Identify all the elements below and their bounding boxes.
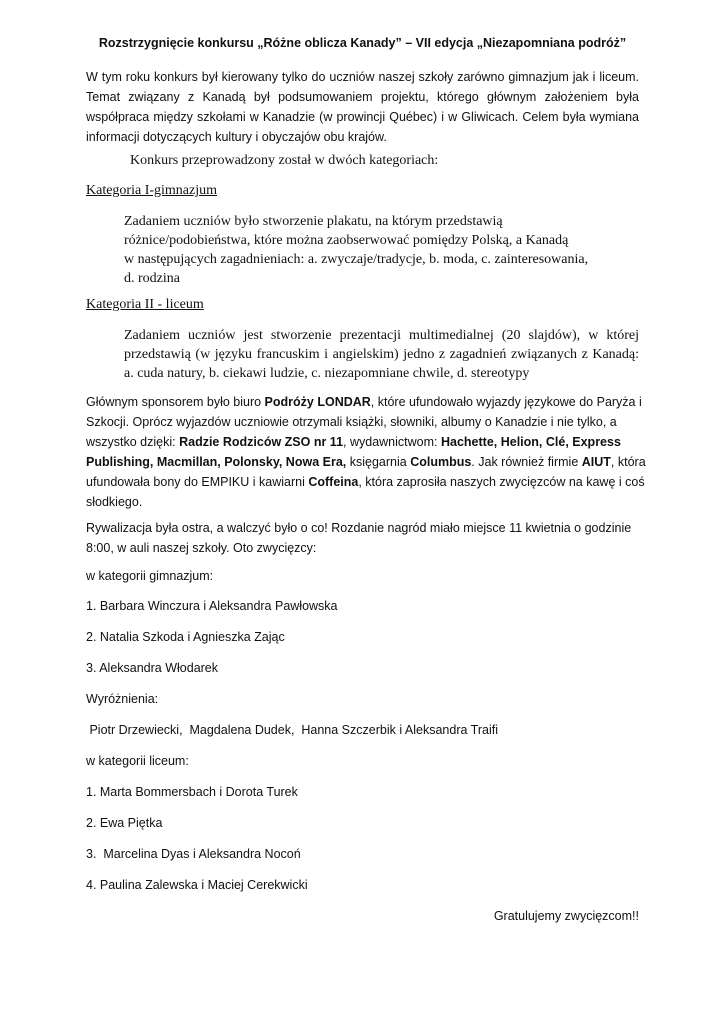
sponsors-paragraph bbox=[86, 392, 646, 512]
gimnazjum-winner-2: 2. Natalia Szkoda i Agnieszka Zając bbox=[86, 630, 285, 644]
gimnazjum-label: w kategorii gimnazjum: bbox=[86, 569, 214, 583]
sponsor-columbus: Columbus bbox=[410, 455, 472, 469]
sponsor-rada-rodzicow: Radzie Rodziców ZSO nr 11 bbox=[179, 435, 344, 449]
intro-paragraph: W tym roku konkurs był kierowany tylko do uczniów naszej szkoły zarówno gimnazjum jak i liceum. Temat związany z Kanadą był podsumowaniem projektu, którego głównym założeniem była współpraca między szkołami w Kanadzie (w prowincji Québec) i w Gliwicach. Celem była wymiana informacji dotyczących kultury i obyczajów obu krajów. bbox=[86, 70, 639, 144]
document-title: Rozstrzygnięcie konkursu „Różne oblicza Kanady” – VII edycja „Niezapomniana podróż” bbox=[98, 36, 627, 50]
sponsor-londar: Podróży LONDAR bbox=[264, 395, 371, 409]
category-1-line: Zadaniem uczniów było stworzenie plakatu, na którym przedstawią bbox=[124, 214, 503, 229]
sponsors-text: , która zaprosiła naszych zwycięzców na kawę i coś słodkiego. bbox=[86, 475, 645, 509]
rivalry-paragraph: Rywalizacja była ostra, a walczyć było o co! Rozdanie nagród miało miejsce 11 kwietnia o godzinie 8:00, w auli naszej szkoły. Oto zwycięzcy: bbox=[86, 521, 632, 555]
liceum-winner-3: 3. Marcelina Dyas i Aleksandra Nocoń bbox=[86, 847, 301, 861]
congratulations-text: Gratulujemy zwycięzcom!! bbox=[493, 909, 639, 923]
category-1-line: różnice/podobieństwa, które można zaobserwować pomiędzy Polską, a Kanadą bbox=[124, 233, 569, 248]
category-1-description bbox=[124, 212, 639, 288]
sponsors-text: , która ufundowała bony do EMPIKU i kawiarni bbox=[86, 455, 646, 489]
category-2-heading: Kategoria II - liceum bbox=[86, 297, 204, 312]
liceum-label: w kategorii liceum: bbox=[86, 754, 189, 768]
sponsor-coffeina: Coffeina bbox=[308, 475, 359, 489]
sponsors-text: księgarnia bbox=[346, 455, 411, 469]
gimnazjum-winner-1: 1. Barbara Winczura i Aleksandra Pawłowska bbox=[86, 599, 338, 613]
sponsors-text: . Jak również firmie bbox=[471, 455, 582, 469]
sponsors-text: Głównym sponsorem było biuro bbox=[86, 395, 265, 409]
liceum-winner-1: 1. Marta Bommersbach i Dorota Turek bbox=[86, 785, 298, 799]
sponsor-publishers: Hachette, Helion, Clé, Express Publishing, Macmillan, Polonsky, Nowa Era, bbox=[86, 435, 621, 469]
gimnazjum-winner-3: 3. Aleksandra Włodarek bbox=[86, 661, 219, 675]
categories-intro: Konkurs przeprowadzony został w dwóch kategoriach: bbox=[130, 153, 439, 168]
sponsors-text: , wydawnictwom: bbox=[343, 435, 441, 449]
category-1-heading: Kategoria I-gimnazjum bbox=[86, 183, 218, 198]
category-2-description: Zadaniem uczniów jest stworzenie prezentacji multimedialnej (20 slajdów), w której przedstawią (w języku francuskim i angielskim) jedno z zagadnień związanych z Kanadą: a. cuda natury, b. ciekawi ludzie, c. niezapomniane chwile, d. stereotypy bbox=[124, 328, 639, 381]
distinctions-list: Piotr Drzewiecki, Magdalena Dudek, Hanna Szczerbik i Aleksandra Traifi bbox=[86, 723, 498, 737]
sponsors-text: , które ufundowało wyjazdy językowe do Paryża i Szkocji. Oprócz wyjazdów uczniowie otrzymali książki, słowniki, albumy o Kanadzie i nie tylko, a wszystko dzięki: bbox=[86, 395, 642, 449]
category-1-line: d. rodzina bbox=[124, 271, 180, 286]
sponsor-aiut: AIUT bbox=[581, 455, 611, 469]
distinctions-label: Wyróżnienia: bbox=[86, 692, 159, 706]
category-1-line: w następujących zagadnieniach: a. zwyczaje/tradycje, b. moda, c. zainteresowania, bbox=[124, 252, 589, 267]
liceum-winner-2: 2. Ewa Piętka bbox=[86, 816, 163, 830]
liceum-winner-4: 4. Paulina Zalewska i Maciej Cerekwicki bbox=[86, 878, 308, 892]
